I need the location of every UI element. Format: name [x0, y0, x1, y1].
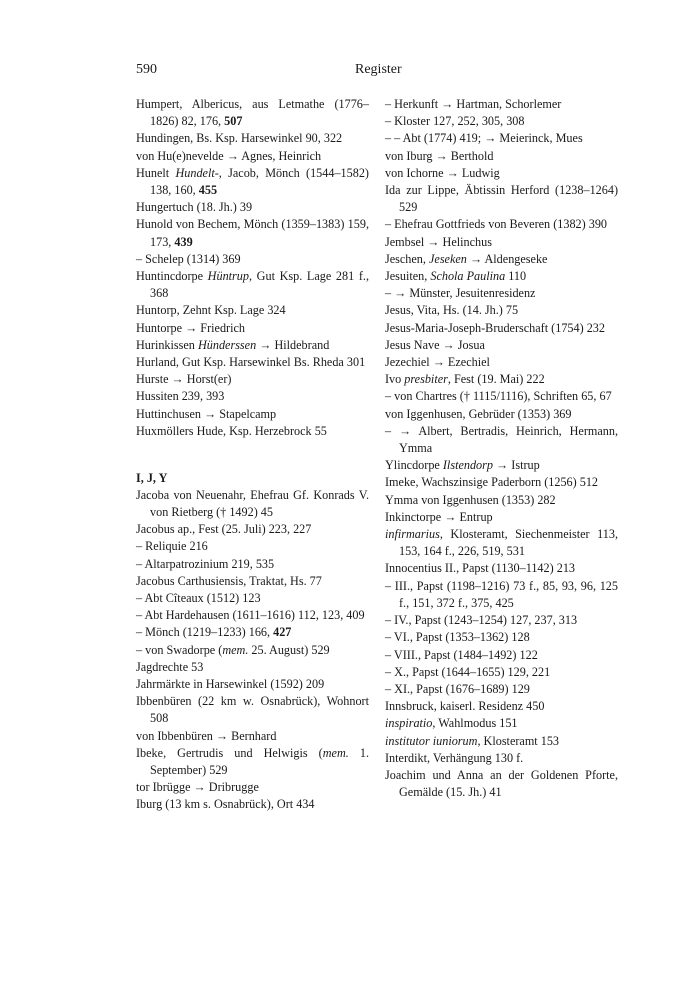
index-entry: Huttinchusen → Stapelcamp [136, 406, 277, 421]
index-entry: Hunold von Bechem, Mönch (1359–1383) 159, 173, 439 [136, 217, 369, 249]
index-entry: Hungertuch (18. Jh.) 39 [136, 200, 253, 215]
index-entry: Ylincdorpe Ilstendorp → Istrup [385, 458, 540, 473]
index-entry: tor Ibrügge → Dribrugge [136, 780, 259, 795]
page-number: 590 [136, 62, 157, 77]
section-gap [136, 440, 369, 470]
index-entry: Hurste → Horst(er) [136, 372, 232, 387]
index-entry: – VIII., Papst (1484–1492) 122 [385, 647, 538, 662]
index-entry: Interdikt, Verhängung 130 f. [385, 750, 524, 765]
index-entry: Jesus-Maria-Joseph-Bruderschaft (1754) 232 [385, 320, 605, 335]
index-entry: von Ibbenbüren → Bernhard [136, 728, 277, 743]
index-entry: – Herkunft → Hartman, Schorlemer [385, 97, 562, 111]
index-entry: – Altarpatrozinium 219, 535 [136, 556, 275, 571]
index-entry: Hussiten 239, 393 [136, 389, 225, 404]
index-entry: Huntorpe → Friedrich [136, 320, 245, 335]
index-entry: – VI., Papst (1353–1362) 128 [385, 630, 530, 645]
index-entry: – Abt Cîteaux (1512) 123 [136, 590, 261, 605]
index-entry: – → Albert, Bertradis, Heinrich, Hermann, Ymma [385, 423, 618, 456]
index-entry: Ibbenbüren (22 km w. Osnabrück), Wohnort 508 [136, 694, 369, 726]
index-entry: – von Chartres († 1115/1116), Schriften 65, 67 [385, 389, 612, 404]
index-column-right [385, 96, 618, 801]
index-entry: Huxmöllers Hude, Ksp. Herzebrock 55 [136, 423, 327, 438]
index-entry: Inkinctorpe → Entrup [385, 509, 493, 524]
index-entry: – III., Papst (1198–1216) 73 f., 85, 93, 96, 125 f., 151, 372 f., 375, 425 [385, 578, 618, 610]
index-entry: von Hu(e)nevelde → Agnes, Heinrich [136, 148, 322, 163]
index-entry: Imeke, Wachszinsige Paderborn (1256) 512 [385, 475, 599, 490]
index-column-left [136, 96, 369, 814]
index-entry: – IV., Papst (1243–1254) 127, 237, 313 [385, 613, 578, 628]
index-entry: – X., Papst (1644–1655) 129, 221 [385, 664, 551, 679]
index-entry: von Ichorne → Ludwig [385, 165, 500, 180]
index-entry: Hurland, Gut Ksp. Harsewinkel Bs. Rheda 301 [136, 355, 366, 370]
index-entry: Innsbruck, kaiserl. Residenz 450 [385, 699, 545, 714]
index-entry: Hunelt Hundelt-, Jacob, Mönch (1544–1582) 138, 160, 455 [136, 165, 369, 198]
index-entry: von Iburg → Berthold [385, 148, 494, 163]
index-entry: – Mönch (1219–1233) 166, 427 [136, 625, 292, 640]
index-entry: Humpert, Albericus, aus Letmathe (1776–1826) 82, 176, 507 [136, 97, 369, 129]
index-entry: Ida zur Lippe, Äbtissin Herford (1238–1264) 529 [385, 183, 618, 215]
index-entry: Jembsel → Helinchus [385, 234, 492, 249]
index-entry: Ivo presbiter, Fest (19. Mai) 222 [385, 372, 545, 387]
index-entry: Jahrmärkte in Harsewinkel (1592) 209 [136, 677, 325, 691]
index-entry: Hurinkissen Hünderssen → Hildebrand [136, 337, 330, 352]
running-title: Register [355, 62, 402, 77]
index-entry: Iburg (13 km s. Osnabrück), Ort 434 [136, 797, 315, 812]
index-entry: – Ehefrau Gottfrieds von Beveren (1382) 390 [385, 217, 608, 232]
section-heading: I, J, Y [136, 470, 168, 485]
index-entry: – → Münster, Jesuitenresidenz [385, 286, 536, 301]
index-entry: Hundingen, Bs. Ksp. Harsewinkel 90, 322 [136, 131, 343, 146]
index-entry: infirmarius, Klosteramt, Siechenmeister 113, 153, 164 f., 226, 519, 531 [385, 527, 618, 559]
index-entry: – Abt Hardehausen (1611–1616) 112, 123, 409 [136, 608, 365, 623]
index-entry: Innocentius II., Papst (1130–1142) 213 [385, 561, 576, 576]
index-entry: – von Swadorpe (mem. 25. August) 529 [136, 642, 330, 657]
index-entry: – Reliquie 216 [136, 539, 208, 554]
index-entry: – XI., Papst (1676–1689) 129 [385, 681, 530, 696]
index-entry: von Iggenhusen, Gebrüder (1353) 369 [385, 406, 572, 421]
index-entry: Ibeke, Gertrudis und Helwigis (mem. 1. September) 529 [136, 745, 369, 778]
index-entry: – – Abt (1774) 419; → Meierinck, Mues [385, 131, 583, 146]
index-entry: Jesus Nave → Josua [385, 337, 485, 352]
index-entry: institutor iuniorum, Klosteramt 153 [385, 733, 560, 748]
index-entry: Jacobus Carthusiensis, Traktat, Hs. 77 [136, 573, 322, 588]
index-entry: Jeschen, Jeseken → Aldengeseke [385, 251, 548, 266]
index-entry: Jagdrechte 53 [136, 659, 204, 674]
index-entry: Jacobus ap., Fest (25. Juli) 223, 227 [136, 522, 312, 537]
index-entry: Jesuiten, Schola Paulina 110 [385, 269, 527, 284]
index-entry: – Schelep (1314) 369 [136, 251, 241, 266]
index-entry: inspiratio, Wahlmodus 151 [385, 716, 518, 731]
index-entry: Jezechiel → Ezechiel [385, 355, 490, 370]
index-entry: Joachim und Anna an der Goldenen Pforte, Gemälde (15. Jh.) 41 [385, 767, 618, 800]
index-entry: Huntorp, Zehnt Ksp. Lage 324 [136, 303, 286, 318]
index-entry: Ymma von Iggenhusen (1353) 282 [385, 492, 556, 507]
index-entry: Jacoba von Neuenahr, Ehefrau Gf. Konrads V. von Rietberg († 1492) 45 [136, 487, 369, 519]
index-entry: Jesus, Vita, Hs. (14. Jh.) 75 [385, 303, 519, 318]
index-entry: Huntincdorpe Hüntrup, Gut Ksp. Lage 281 f., 368 [136, 269, 370, 301]
index-entry: – Kloster 127, 252, 305, 308 [385, 114, 525, 129]
